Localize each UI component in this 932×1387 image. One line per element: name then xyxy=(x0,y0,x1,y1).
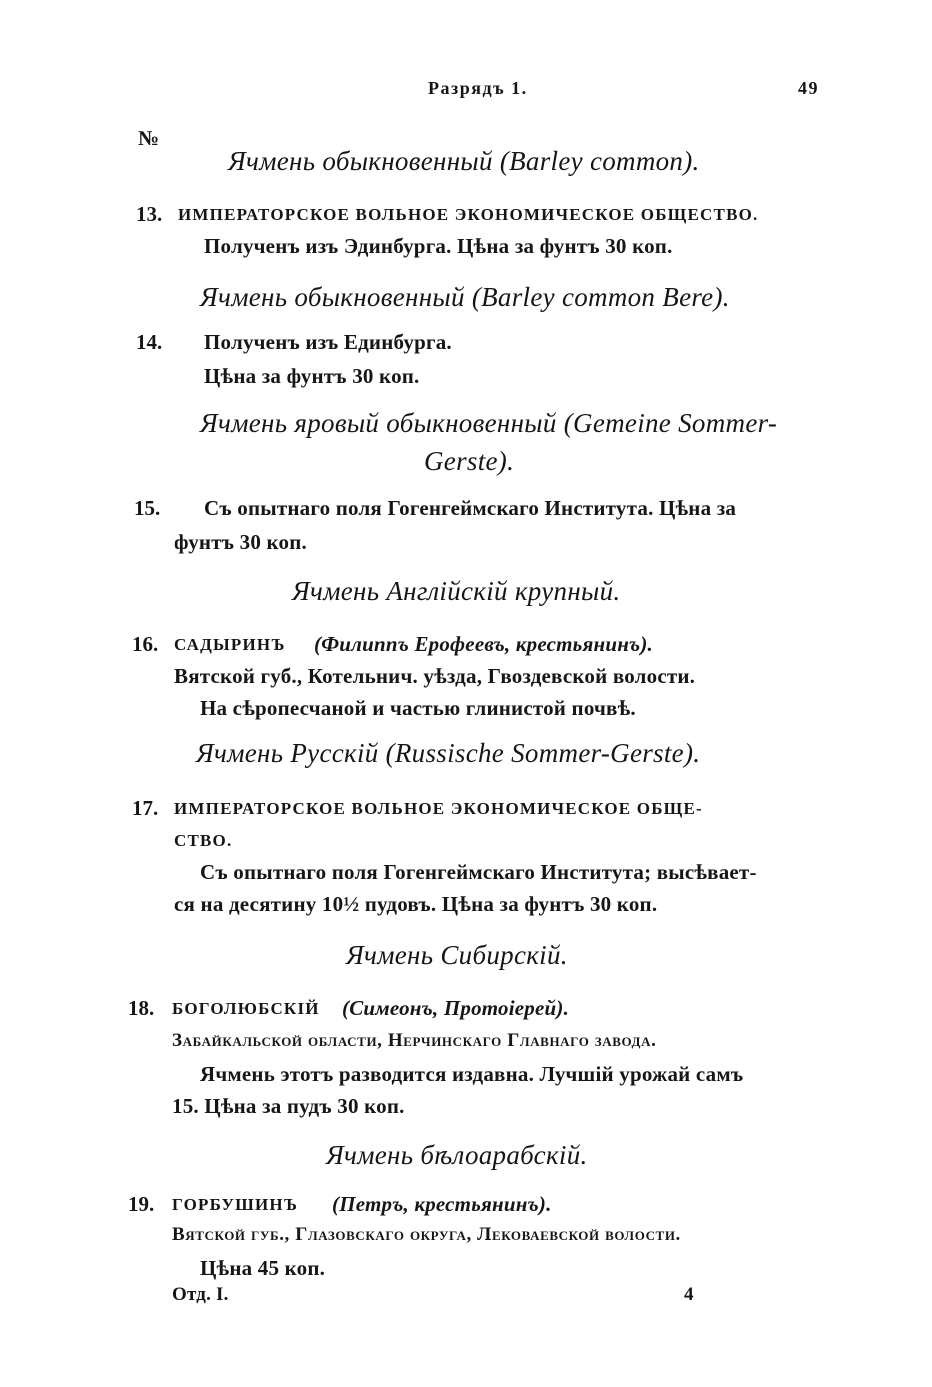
entry-19-number: 19. xyxy=(128,1192,155,1216)
entry-18-line-1: Забайкальской области, Нерчинскаго Главнаго завода. xyxy=(172,1030,657,1051)
entry-18-line-2: Ячмень этотъ разводится издавна. Лучшій урожай самъ xyxy=(200,1062,744,1086)
entry-17-heading: Ячмень Русскій (Russische Sommer-Gerste). xyxy=(196,738,701,768)
entry-18-line-3: 15. Цѣна за пудъ 30 коп. xyxy=(172,1094,405,1118)
running-title: Разрядъ 1. xyxy=(428,78,528,98)
entry-18-name: БОГОЛЮБСКІЙ xyxy=(172,999,320,1018)
entry-18-number: 18. xyxy=(128,996,155,1020)
entry-14-line-1: Полученъ изъ Единбурга. xyxy=(204,330,452,354)
entry-13-heading: Ячмень обыкновенный (Barley common). xyxy=(228,146,700,176)
entry-13-line-1: Полученъ изъ Эдинбурга. Цѣна за фунтъ 30 коп. xyxy=(204,234,673,258)
entry-16-heading: Ячмень Англійскій крупный. xyxy=(292,576,621,606)
entry-14-number: 14. xyxy=(136,330,163,354)
entry-16-line-2: На сѣропесчаной и частью глинистой почвѣ. xyxy=(200,696,636,720)
entry-19-line-2: Цѣна 45 коп. xyxy=(200,1256,326,1280)
entry-18-name-note: (Симеонъ, Протоіерей). xyxy=(342,996,570,1020)
entry-15-line-2: фунтъ 30 коп. xyxy=(174,530,307,554)
entry-16-name: САДЫРИНЪ xyxy=(174,635,286,654)
footer-signature: 4 xyxy=(684,1284,694,1305)
entry-17-line-2: ся на десятину 10½ пудовъ. Цѣна за фунтъ 30 коп. xyxy=(174,892,658,916)
entry-19-name-note: (Петръ, крестьянинъ). xyxy=(332,1192,552,1216)
entry-16-name-note: (Филиппъ Ерофеевъ, крестьянинъ). xyxy=(314,632,653,656)
entry-13-number: 13. xyxy=(136,202,163,226)
entry-19-name: ГОРБУШИНЪ xyxy=(172,1195,299,1214)
entry-15-heading-line-2: Gerste). xyxy=(424,446,515,476)
page-number: 49 xyxy=(798,78,819,98)
entry-13-name: ИМПЕРАТОРСКОЕ ВОЛЬНОЕ ЭКОНОМИЧЕСКОЕ ОБЩЕСТВО. xyxy=(178,205,759,224)
entry-18-heading: Ячмень Сибирскій. xyxy=(346,940,568,970)
entry-15-heading-line-1: Ячмень яровый обыкновенный (Gemeine Sommer- xyxy=(200,408,778,438)
entry-17-line-1: Съ опытнаго поля Гогенгеймскаго Института; высѣвает- xyxy=(200,860,757,884)
entry-16-line-1: Вятской губ., Котельнич. уѣзда, Гвоздевской волости. xyxy=(174,664,696,688)
entry-19-line-1: Вятской губ., Глазовскаго округа, Лековаевской волости. xyxy=(172,1224,681,1245)
entry-17-number: 17. xyxy=(132,796,159,820)
entry-16-number: 16. xyxy=(132,632,159,656)
entry-17-name-line-1: ИМПЕРАТОРСКОЕ ВОЛЬНОЕ ЭКОНОМИЧЕСКОЕ ОБЩЕ- xyxy=(174,799,703,818)
entry-14-line-2: Цѣна за фунтъ 30 коп. xyxy=(204,364,420,388)
entry-15-number: 15. xyxy=(134,496,161,520)
entry-15-line-1: Съ опытнаго поля Гогенгеймскаго Института. Цѣна за xyxy=(204,496,737,520)
entry-17-name-line-2: СТВО. xyxy=(174,831,233,850)
entry-14-heading: Ячмень обыкновенный (Barley common Bere). xyxy=(200,282,730,312)
number-sign: № xyxy=(138,126,160,150)
entry-19-heading: Ячмень бѣлоарабскій. xyxy=(326,1140,588,1170)
footer-section: Отд. I. xyxy=(172,1284,229,1305)
